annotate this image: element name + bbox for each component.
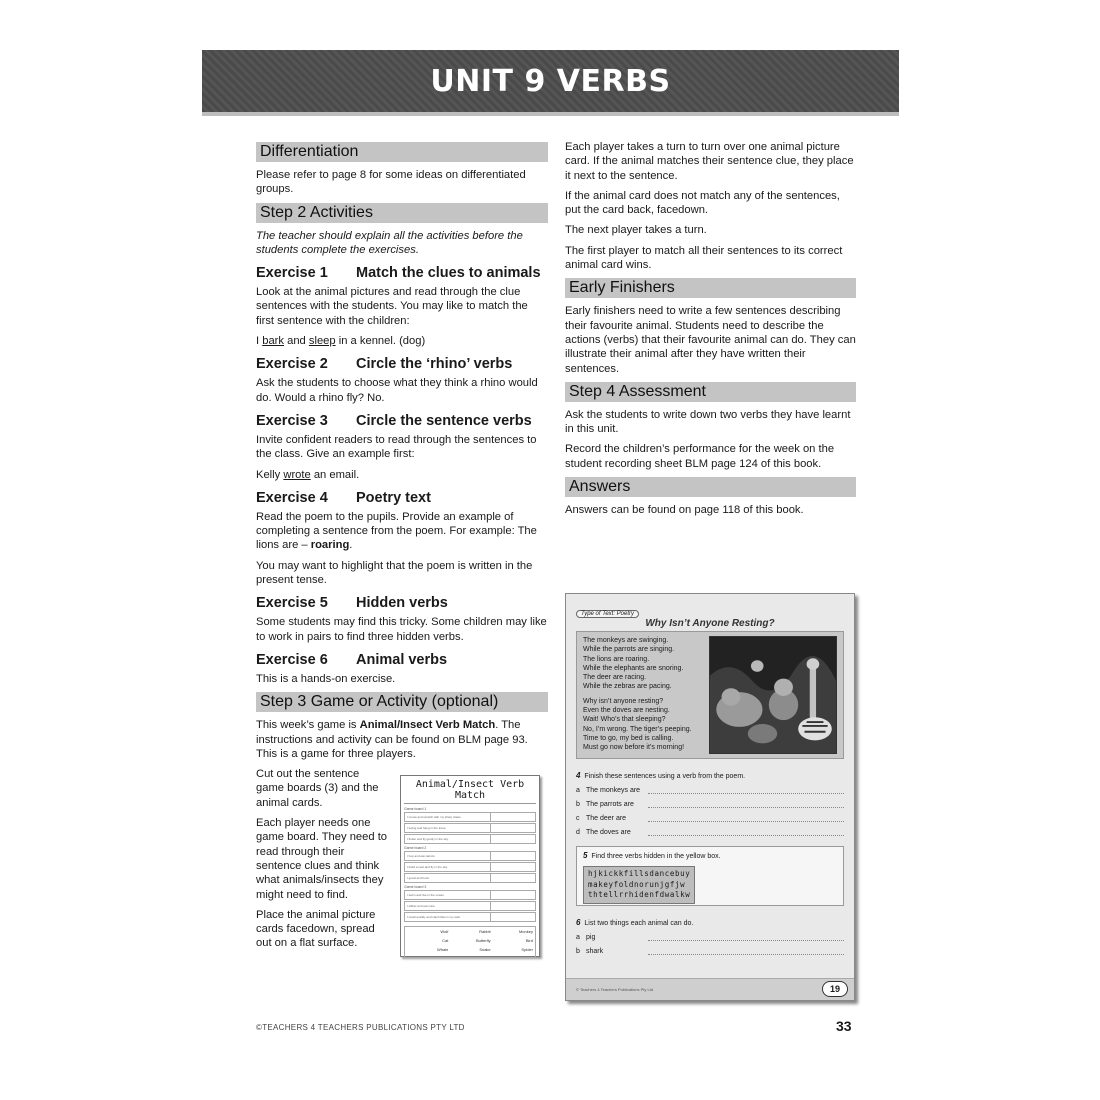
exercise1-heading xyxy=(256,265,548,281)
animal-card: Rabbit xyxy=(479,929,491,935)
poem-stanza-2: Why isn’t anyone resting? Even the doves are nesting. Wait! Who’s that sleeping? No, I’m wrong. The tiger’s peeping. Time to go, my bed is calling. Must go now before it’s morning! xyxy=(583,697,692,752)
question-5: 5 Find three verbs hidden in the yellow box. xyxy=(583,851,721,860)
blm-row: I flutter and fly gently in the sky. xyxy=(404,834,536,844)
poem-box xyxy=(576,631,844,759)
blm-row: I build a nest and fly in the sky. xyxy=(404,862,536,872)
exercise3-number: Exercise 3 xyxy=(256,412,328,429)
exercise5-heading xyxy=(256,595,548,611)
worksheet-footer xyxy=(566,978,854,1000)
blm-row: I meow and scratch with my sharp claws. xyxy=(404,812,536,822)
worksheet-copyright: © Teachers 4 Teachers Publications Pty Ltd xyxy=(576,987,654,992)
exercise3-heading xyxy=(256,413,548,429)
answer-line[interactable] xyxy=(648,787,844,794)
blm-thumbnail xyxy=(400,775,540,957)
answers-text: Answers can be found on page 118 of this book. xyxy=(565,504,804,517)
animal-card: Butterfly xyxy=(475,938,491,944)
blm-row: I slither and eat mice. xyxy=(404,901,536,911)
exercise6-number: Exercise 6 xyxy=(256,651,328,668)
fill-line: b The parrots are xyxy=(576,801,844,808)
poem-title: Why Isn’t Anyone Resting? xyxy=(645,618,775,629)
blm-row: I growl and howl. xyxy=(404,873,536,883)
exercise6-text: This is a hands-on exercise. xyxy=(256,672,396,685)
animal-card: Spider xyxy=(521,947,533,953)
poem-text xyxy=(583,636,707,754)
step2-heading: Step 2 Activities xyxy=(256,203,548,223)
exercise1-title: Match the clues to animals xyxy=(356,265,541,282)
step3-text: This week’s game is Animal/Insect Verb Match. The instructions and activity can be found on BLM page 93. This is a game for three players. xyxy=(256,719,528,760)
exercise2-text: Ask the students to choose what they think a rhino would do. Would a rhino fly? No. xyxy=(256,377,538,404)
blm-animal-cards xyxy=(404,926,536,958)
answer-line[interactable] xyxy=(648,815,844,822)
right-column xyxy=(565,140,856,523)
exercise4-title: Poetry text xyxy=(356,489,431,506)
page-copyright: ©TEACHERS 4 TEACHERS PUBLICATIONS PTY LTD xyxy=(256,1023,465,1032)
animal-card: Cat xyxy=(442,938,449,944)
worksheet-page-number: 19 xyxy=(822,981,848,997)
exercise5-number: Exercise 5 xyxy=(256,595,328,612)
exercise1-example: I bark and sleep in a kennel. (dog) xyxy=(256,335,426,348)
game-rule-1: Each player takes a turn to turn over one animal picture card. If the animal matches their sentence clue, they place it next to the sentence. xyxy=(565,141,854,182)
answers-heading: Answers xyxy=(565,477,856,497)
fill-line: d The doves are xyxy=(576,829,844,836)
exercise5-text: Some students may find this tricky. Some children may like to work in pairs to find three hidden verbs. xyxy=(256,616,547,643)
exercise3-example: Kelly wrote an email. xyxy=(256,468,360,481)
exercise2-number: Exercise 2 xyxy=(256,356,328,373)
animal-card: Snake xyxy=(479,947,491,953)
exercise4-heading xyxy=(256,490,548,506)
page-number: 33 xyxy=(836,1018,852,1034)
answer-line[interactable] xyxy=(648,934,844,941)
blm-board-label: Game board 3 xyxy=(404,885,427,890)
step2-intro: The teacher should explain all the activities before the students complete the exercises. xyxy=(256,229,523,256)
jungle-animals-illustration xyxy=(709,636,837,754)
exercise4-text: Read the poem to the pupils. Provide an example of completing a sentence from the poem. For example: The lions are – roaring. xyxy=(256,510,537,552)
worksheet-thumbnail xyxy=(565,593,855,1001)
word-search-grid: hjkickkfillsdancebuy makeyfoldnorunjgfjw thtellrrhidenfdwalkw xyxy=(583,866,695,904)
fill-line: a pig xyxy=(576,934,844,941)
exercise1-number: Exercise 1 xyxy=(256,265,328,282)
text-type-badge: Type of Text: Poetry xyxy=(576,610,639,618)
exercise3-title: Circle the sentence verbs xyxy=(356,412,532,429)
each-player-text: Each player needs one game board. They need to read through their sentence clues and think what animals/insects they might need to find. xyxy=(256,817,388,901)
answer-line[interactable] xyxy=(648,829,844,836)
left-column xyxy=(256,140,548,957)
exercise2-heading xyxy=(256,356,548,372)
animal-card: Whale xyxy=(436,947,449,953)
jungle-illustration-art xyxy=(710,637,836,753)
differentiation-heading: Differentiation xyxy=(256,142,548,162)
game-instructions xyxy=(256,767,548,957)
fill-line: a The monkeys are xyxy=(576,787,844,794)
unit-banner xyxy=(202,50,899,116)
cut-text: Cut out the sentence game boards (3) and the animal cards. xyxy=(256,768,379,809)
animal-card: Bird xyxy=(525,938,533,944)
exercise4-text2: You may want to highlight that the poem is written in the present tense. xyxy=(256,559,533,587)
poem-stanza-1: The monkeys are swinging. While the parrots are singing. The lions are roaring. While the elephants are snoring. The deer are racing. While the zebras are pacing. xyxy=(583,637,684,691)
blm-row: I hop and eat carrots. xyxy=(404,851,536,861)
differentiation-text: Please refer to page 8 for some ideas on differentiated groups. xyxy=(256,169,526,196)
animal-card: Monkey xyxy=(518,929,533,935)
step4-text-1: Ask the students to write down two verbs they have learnt in this unit. xyxy=(565,408,851,436)
unit-title: UNIT 9 VERBS xyxy=(430,63,671,99)
game-rule-2: If the animal card does not match any of the sentences, put the card back, facedown. xyxy=(565,189,840,217)
blm-board-label: Game board 2 xyxy=(404,846,427,851)
exercise2-title: Circle the ‘rhino’ verbs xyxy=(356,356,513,373)
question-5-box xyxy=(576,846,844,906)
animal-card: Wolf xyxy=(440,929,449,935)
early-finishers-heading: Early Finishers xyxy=(565,278,856,298)
question-6: 6 List two things each animal can do. xyxy=(576,918,694,927)
game-rule-4: The first player to match all their sentences to its correct animal card wins. xyxy=(565,244,843,272)
place-cards-text: Place the animal picture cards facedown, spread out on a flat surface. xyxy=(256,908,376,950)
step4-heading: Step 4 Assessment xyxy=(565,382,856,402)
game-rule-3: The next player takes a turn. xyxy=(565,224,707,237)
blm-row: I crawl quickly and catch flies in my web. xyxy=(404,912,536,922)
fill-line: c The deer are xyxy=(576,815,844,822)
step3-heading: Step 3 Game or Activity (optional) xyxy=(256,692,548,712)
blm-row: I swing and hang in the trees. xyxy=(404,823,536,833)
blm-board-label: Game board 1 xyxy=(404,807,427,812)
answer-line[interactable] xyxy=(648,948,844,955)
exercise1-text: Look at the animal pictures and read through the clue sentences with the students. You may like to match the first sentence with the children: xyxy=(256,286,528,327)
exercise6-title: Animal verbs xyxy=(356,651,448,668)
question-4: 4 Finish these sentences using a verb from the poem. xyxy=(576,771,746,780)
fill-line: b shark xyxy=(576,948,844,955)
blm-row: I swim and live in the ocean. xyxy=(404,890,536,900)
answer-line[interactable] xyxy=(648,801,844,808)
exercise4-number: Exercise 4 xyxy=(256,489,328,506)
exercise5-title: Hidden verbs xyxy=(356,595,448,612)
blm-title: Animal/Insect Verb Match xyxy=(404,779,536,804)
exercise3-text: Invite confident readers to read through the sentences to the class. Give an example first: xyxy=(256,433,537,461)
early-finishers-text: Early finishers need to write a few sentences describing their favourite animal. Students need to describe the actions (verbs) that their favourite animal can do. They can illustrate their animal after they have written their sentences. xyxy=(565,305,856,375)
step4-text-2: Record the children’s performance for the week on the student recording sheet BLM page 124 of this book. xyxy=(565,443,835,470)
exercise6-heading xyxy=(256,652,548,668)
